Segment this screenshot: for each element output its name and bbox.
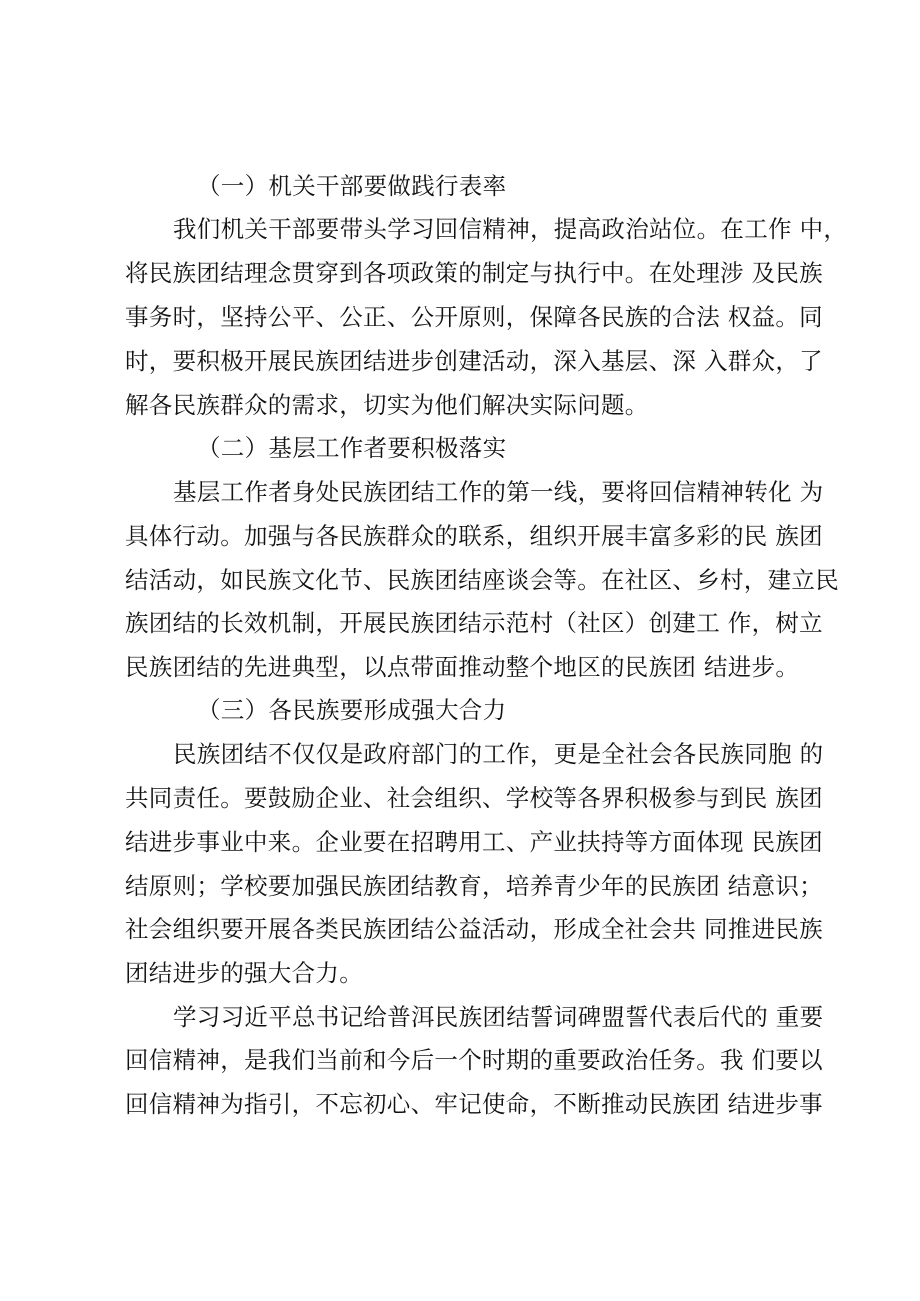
paragraph-line: 事务时，坚持公平、公正、公开原则，保障各民族的合法 权益。同 (125, 303, 823, 331)
paragraph-line: 回信精神，是我们当前和今后一个时期的重要政治任务。我 们要以 (125, 1046, 823, 1074)
paragraph-line: 共同责任。要鼓励企业、社会组织、学校等各界积极参与到民 族团 (125, 784, 823, 812)
paragraph-line: 结进步事业中来。企业要在招聘用工、产业扶持等方面体现 民族团 (125, 828, 823, 856)
paragraph-line: 学习习近平总书记给普洱民族团结誓词碑盟誓代表后代的 重要 (173, 1003, 824, 1031)
paragraph-line: 团结进步的强大合力。 (125, 959, 363, 987)
section-heading-1: （一）机关干部要做践行表率 (197, 172, 507, 200)
paragraph-line: 民族团结不仅仅是政府部门的工作，更是全社会各民族同胞 的 (173, 740, 824, 768)
paragraph-line: 族团结的长效机制，开展民族团结示范村（社区）创建工 作，树立 (125, 609, 823, 637)
paragraph-line: 具体行动。加强与各民族群众的联系，组织开展丰富多彩的民 族团 (125, 522, 823, 550)
paragraph-line: 民族团结的先进典型，以点带面推动整个地区的民族团 结进步。 (125, 653, 800, 681)
section-heading-2: （二）基层工作者要积极落实 (197, 434, 507, 462)
paragraph-line: 将民族团结理念贯穿到各项政策的制定与执行中。在处理涉 及民族 (125, 259, 823, 287)
paragraph-line: 我们机关干部要带头学习回信精神，提高政治站位。在工作 中， (173, 215, 848, 243)
paragraph-line: 时，要积极开展民族团结进步创建活动，深入基层、深 入群众，了 (125, 347, 823, 375)
paragraph-line: 基层工作者身处民族团结工作的第一线，要将回信精神转化 为 (173, 478, 824, 506)
paragraph-line: 结原则；学校要加强民族团结教育，培养青少年的民族团 结意识； (125, 872, 823, 900)
paragraph-line: 回信精神为指引，不忘初心、牢记使命，不断推动民族团 结进步事 (125, 1090, 823, 1118)
paragraph-line: 结活动，如民族文化节、民族团结座谈会等。在社区、乡村，建立民 (125, 566, 839, 594)
section-heading-3: （三）各民族要形成强大合力 (197, 696, 507, 724)
paragraph-line: 解各民族群众的需求，切实为他们解决实际问题。 (125, 391, 649, 419)
paragraph-line: 社会组织要开展各类民族团结公益活动，形成全社会共 同推进民族 (125, 915, 823, 943)
